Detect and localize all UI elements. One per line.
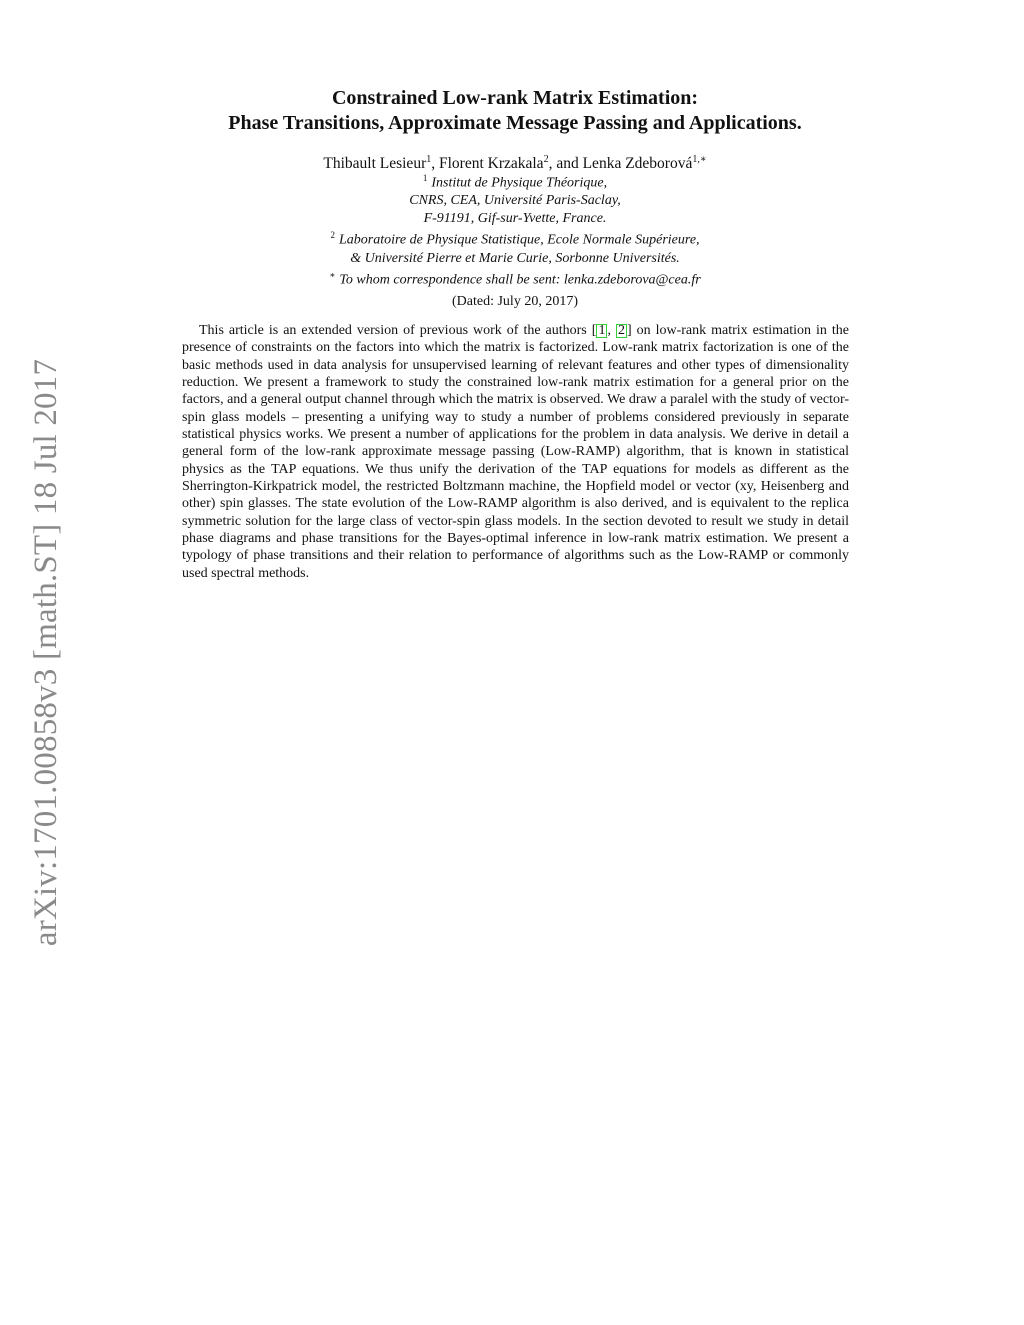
affiliation-1-mark: 1 [422,173,428,183]
author-separator: , [431,155,439,173]
author-zdeborova-affil: 1,∗ [692,154,707,165]
affiliation-1-text: Institut de Physique Théorique, [431,175,608,191]
correspondence-text: To whom correspondence shall be sent: lenka.zdeborova@cea.fr [339,272,701,288]
author-lesieur-affil: 1 [426,154,432,165]
citation-open: [ [591,323,597,338]
abstract-text-rest: on low-rank matrix estimation in the presence of constraints on the factors into which the matrix is factorized. Low-rank matrix factorization is one of the basic methods used in data analysis for unsupervised learning of relevant features and other types of dimensionality reduction. We present a framework to study the constrained low-rank matrix estimation for a general prior on the factors, and a general output channel through which the matrix is observed. We draw a paralel with the study of vector-spin glass models – presenting a unifying way to study a number of problems considered previously in separate statistical physics works. We present a number of applications for the problem in data analysis. We derive in detail a general form of the low-rank approximate message passing (Low-RAMP) algorithm, that is known in statistical physics as the TAP equations. We thus unify the derivation of the TAP equations for models as different as the Sherrington-Kirkpatrick model, the restricted Boltzmann machine, the Hopfield model or vector (xy, Heisenberg and other) spin glasses. The state evolution of the Low-RAMP algorithm is also derived, and is equivalent to the replica symmetric solution for the large class of vector-spin glass models. In the section devoted to result we study in detail phase diagrams and phase transitions for the Bayes-optimal inference in low-rank matrix estimation. We present a typology of phase transitions and their relation to performance of algorithms such as the Low-RAMP or commonly used spectral methods. [182,323,850,581]
author-zdeborova: Lenka Zdeborová [582,155,693,173]
affiliation-1-line-2: CNRS, CEA, Université Paris-Saclay, [409,193,621,209]
citation-link-2[interactable]: 2 [617,323,625,338]
author-krzakala: Florent Krzakala [438,155,544,173]
citation-separator: , [607,323,616,338]
author-lesieur: Thibault Lesieur [323,155,427,173]
author-separator: , and [548,155,583,173]
abstract [182,322,849,582]
paper-title [150,86,880,136]
arxiv-identifier-stamp [30,350,64,955]
correspondence-mark: ∗ [329,270,336,281]
correspondence-line [150,267,880,289]
abstract-text-start: This article is an extended version of previous work of the authors [199,323,592,338]
citation-close: ] [626,323,632,338]
affiliation-2-line-2: & Université Pierre et Marie Curie, Sorbonne Universités. [350,250,680,266]
affiliation-2-text: Laboratoire de Physique Statistique, Ecole Normale Supérieure, [338,233,700,249]
date-line: (Dated: July 20, 2017) [452,294,578,309]
title-line-1: Constrained Low-rank Matrix Estimation: [331,87,699,109]
affiliations [150,170,880,290]
author-krzakala-affil: 2 [543,154,549,165]
arxiv-identifier-text: arXiv:1701.00858v3 [math.ST] 18 Jul 2017 [28,358,65,947]
title-line-2: Phase Transitions, Approximate Message Passing and Applications. [228,112,802,134]
affiliation-2-mark: 2 [330,230,335,241]
affiliation-1-line-3: F-91191, Gif-sur-Yvette, France. [423,210,607,226]
citation-link-1[interactable]: 1 [598,323,606,338]
affiliation-1-line-1 [150,170,880,192]
affiliation-2-line-1 [150,227,880,249]
